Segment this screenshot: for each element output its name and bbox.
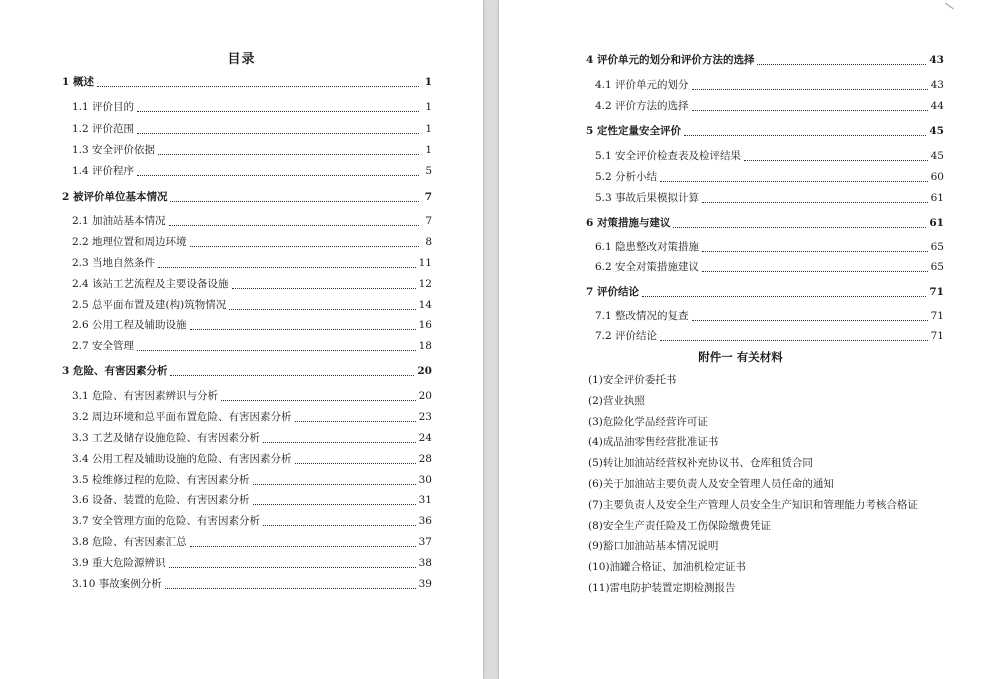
toc-dot-leader [642, 287, 926, 297]
toc-entry-label: 2.4 该站工艺流程及主要设备设施 [72, 278, 229, 290]
toc-dot-leader [660, 331, 928, 341]
toc-page-number: 30 [418, 474, 432, 486]
toc-chapter-entry[interactable] [586, 216, 944, 230]
toc-entry-label: 6 对策措施与建议 [586, 217, 671, 229]
toc-chapter-entry[interactable] [62, 75, 432, 89]
toc-entry-label: 3.6 设备、装置的危险、有害因素分析 [72, 494, 250, 506]
toc-section-entry[interactable] [72, 318, 432, 332]
toc-page-number: 23 [418, 411, 432, 423]
toc-dot-leader [170, 192, 419, 202]
toc-dot-leader [190, 237, 419, 247]
toc-entry-label: 4.2 评价方法的选择 [595, 100, 689, 112]
toc-entry-label: 5 定性定量安全评价 [586, 125, 681, 137]
toc-section-entry[interactable] [595, 99, 944, 113]
toc-chapter-entry[interactable] [586, 285, 944, 299]
toc-page-number: 65 [930, 241, 944, 253]
toc-dot-leader [190, 320, 416, 330]
toc-section-entry[interactable] [72, 389, 432, 403]
annex-item: (10)油罐合格证、加油机检定证书 [588, 561, 747, 574]
toc-entry-label: 4 评价单元的划分和评价方法的选择 [586, 54, 755, 66]
toc-entry-label: 1.2 评价范围 [72, 123, 135, 135]
toc-entry-label: 3 危险、有害因素分析 [62, 365, 168, 377]
toc-dot-leader [253, 495, 416, 505]
toc-page-number: 5 [425, 165, 432, 177]
toc-page-number: 1 [425, 144, 432, 156]
toc-entry-label: 3.8 危险、有害因素汇总 [72, 536, 187, 548]
toc-entry-label: 2 被评价单位基本情况 [62, 191, 168, 203]
toc-entry-label: 1.1 评价目的 [72, 101, 135, 113]
toc-page-number: 37 [418, 536, 432, 548]
toc-entry-label: 7 评价结论 [586, 286, 639, 298]
toc-page-number: 38 [418, 557, 432, 569]
toc-section-entry[interactable] [72, 514, 432, 528]
toc-dot-leader [744, 151, 928, 161]
toc-entry-label: 4.1 评价单元的划分 [595, 79, 689, 91]
toc-entry-label: 5.3 事故后果模拟计算 [595, 192, 700, 204]
toc-entry-label: 2.3 当地自然条件 [72, 257, 156, 269]
toc-chapter-entry[interactable] [586, 53, 944, 67]
toc-dot-leader [158, 258, 416, 268]
toc-section-entry[interactable] [72, 256, 432, 270]
toc-entry-label: 3.5 检维修过程的危险、有害因素分析 [72, 474, 250, 486]
toc-section-entry[interactable] [72, 235, 432, 249]
toc-dot-leader [137, 341, 416, 351]
toc-page-number: 39 [418, 578, 432, 590]
toc-dot-leader [757, 55, 926, 65]
toc-dot-leader [158, 145, 419, 155]
toc-entry-label: 5.2 分析小结 [595, 171, 658, 183]
toc-page-number: 60 [930, 171, 944, 183]
toc-page-number: 8 [425, 236, 432, 248]
toc-dot-leader [229, 300, 415, 310]
toc-page-number: 45 [930, 150, 944, 162]
toc-page-number: 61 [929, 217, 944, 229]
toc-entry-label: 3.7 安全管理方面的危险、有害因素分析 [72, 515, 261, 527]
toc-entry-label: 3.2 周边环境和总平面布置危险、有害因素分析 [72, 411, 292, 423]
toc-dot-leader [169, 558, 416, 568]
toc-dot-leader [660, 172, 928, 182]
toc-page-number: 14 [418, 299, 432, 311]
toc-section-entry[interactable] [595, 191, 944, 205]
toc-dot-leader [170, 366, 414, 376]
toc-page-number: 44 [930, 100, 944, 112]
toc-dot-leader [263, 433, 416, 443]
toc-section-entry[interactable] [72, 452, 432, 466]
toc-page-number: 12 [418, 278, 432, 290]
annex-item: (2)营业执照 [588, 394, 645, 407]
annex-item: (11)雷电防护装置定期检测报告 [588, 582, 736, 594]
toc-entry-label: 3.3 工艺及储存设施危险、有害因素分析 [72, 432, 261, 444]
annex-item: (7)主要负责人及安全生产管理人员安全生产知识和管理能力考核合格证 [588, 498, 918, 511]
toc-dot-leader [165, 579, 416, 589]
toc-page-number: 45 [929, 125, 944, 137]
annex-item: (8)安全生产责任险及工伤保险缴费凭证 [588, 519, 771, 532]
toc-entry-label: 7.1 整改情况的复查 [595, 310, 689, 322]
toc-page-number: 20 [418, 390, 432, 402]
toc-section-entry[interactable] [595, 309, 944, 323]
annex-item: (5)转让加油站经营权补充协议书、仓库租赁合同 [588, 457, 813, 470]
toc-page-number: 31 [418, 494, 432, 506]
toc-dot-leader [190, 537, 416, 547]
toc-page-number: 36 [418, 515, 432, 527]
toc-page-number: 65 [930, 261, 944, 273]
toc-page-number: 7 [425, 215, 432, 227]
toc-dot-leader [137, 166, 419, 176]
toc-section-entry[interactable] [595, 149, 944, 163]
toc-section-entry[interactable] [72, 164, 432, 178]
toc-page-number: 1 [425, 101, 432, 113]
toc-page-number: 20 [417, 365, 432, 377]
toc-page-number: 11 [418, 257, 432, 269]
toc-section-entry[interactable] [595, 240, 944, 254]
toc-section-entry[interactable] [72, 339, 432, 353]
toc-dot-leader [692, 80, 928, 90]
toc-entry-label: 2.2 地理位置和周边环境 [72, 236, 187, 248]
toc-page-number: 71 [929, 286, 944, 298]
toc-page-number: 18 [418, 340, 432, 352]
toc-page-number: 1 [424, 76, 432, 88]
toc-dot-leader [295, 454, 416, 464]
toc-chapter-entry[interactable] [62, 190, 432, 204]
toc-dot-leader [702, 262, 928, 272]
toc-dot-leader [692, 311, 928, 321]
toc-dot-leader [137, 124, 419, 134]
toc-section-entry[interactable] [72, 556, 432, 570]
toc-dot-leader [253, 475, 416, 485]
annex-item: (4)成品油零售经营批准证书 [588, 436, 719, 449]
toc-entry-label: 6.2 安全对策措施建议 [595, 261, 700, 273]
toc-section-entry[interactable] [72, 473, 432, 487]
toc-page-number: 28 [418, 453, 432, 465]
toc-page-number: 61 [930, 192, 944, 204]
toc-dot-leader [702, 242, 928, 252]
toc-section-entry[interactable] [72, 122, 432, 136]
toc-dot-leader [684, 126, 926, 136]
toc-page-number: 1 [425, 123, 432, 135]
toc-chapter-entry[interactable] [586, 124, 944, 138]
toc-entry-label: 5.1 安全评价检查表及检评结果 [595, 150, 742, 162]
toc-entry-label: 1.4 评价程序 [72, 165, 135, 177]
toc-entry-label: 3.9 重大危险源辨识 [72, 557, 166, 569]
toc-dot-leader [692, 101, 928, 111]
toc-section-entry[interactable] [72, 214, 432, 228]
toc-page-number: 24 [418, 432, 432, 444]
toc-entry-label: 7.2 评价结论 [595, 330, 658, 342]
toc-entry-label: 2.5 总平面布置及建(构)筑物情况 [72, 299, 227, 311]
toc-entry-label: 3.10 事故案例分析 [72, 578, 162, 590]
toc-entry-label: 2.7 安全管理 [72, 340, 135, 352]
toc-dot-leader [673, 218, 926, 228]
toc-section-entry[interactable] [595, 260, 944, 274]
toc-dot-leader [137, 102, 419, 112]
toc-section-entry[interactable] [72, 298, 432, 312]
toc-dot-leader [97, 77, 419, 87]
toc-section-entry[interactable] [72, 493, 432, 507]
toc-entry-label: 2.1 加油站基本情况 [72, 215, 166, 227]
toc-entry-label: 6.1 隐患整改对策措施 [595, 241, 700, 253]
toc-section-entry[interactable] [72, 143, 432, 157]
annex-item: (1)安全评价委托书 [588, 374, 677, 386]
toc-title: 目录 [227, 52, 256, 67]
toc-section-entry[interactable] [72, 277, 432, 291]
toc-chapter-entry[interactable] [62, 364, 432, 378]
toc-page-number: 71 [930, 310, 944, 322]
toc-dot-leader [263, 516, 416, 526]
toc-dot-leader [702, 193, 928, 203]
annex-item: (3)危险化学品经营许可证 [588, 415, 708, 428]
toc-dot-leader [232, 279, 416, 289]
toc-dot-leader [295, 412, 416, 422]
toc-dot-leader [169, 216, 419, 226]
toc-section-entry[interactable] [72, 410, 432, 424]
toc-page-number: 16 [418, 319, 432, 331]
toc-section-entry[interactable] [595, 329, 944, 343]
toc-page-number: 43 [930, 79, 944, 91]
annex-item: (6)关于加油站主要负责人及安全管理人员任命的通知 [588, 478, 834, 490]
toc-page-number: 43 [929, 54, 944, 66]
toc-dot-leader [221, 391, 416, 401]
toc-section-entry[interactable] [72, 431, 432, 445]
toc-page-number: 71 [930, 330, 944, 342]
annex-title: 附件一 有关材料 [698, 350, 783, 364]
toc-entry-label: 3.4 公用工程及辅助设施的危险、有害因素分析 [72, 453, 292, 465]
toc-section-entry[interactable] [595, 78, 944, 92]
toc-entry-label: 1.3 安全评价依据 [72, 144, 156, 156]
toc-section-entry[interactable] [72, 100, 432, 114]
toc-entry-label: 3.1 危险、有害因素辨识与分析 [72, 390, 219, 402]
toc-entry-label: 2.6 公用工程及辅助设施 [72, 319, 187, 331]
toc-page-number: 7 [424, 191, 432, 203]
toc-entry-label: 1 概述 [62, 76, 94, 88]
toc-section-entry[interactable] [72, 577, 432, 591]
toc-section-entry[interactable] [595, 170, 944, 184]
toc-section-entry[interactable] [72, 535, 432, 549]
annex-item: (9)豁口加油站基本情况说明 [588, 540, 719, 553]
